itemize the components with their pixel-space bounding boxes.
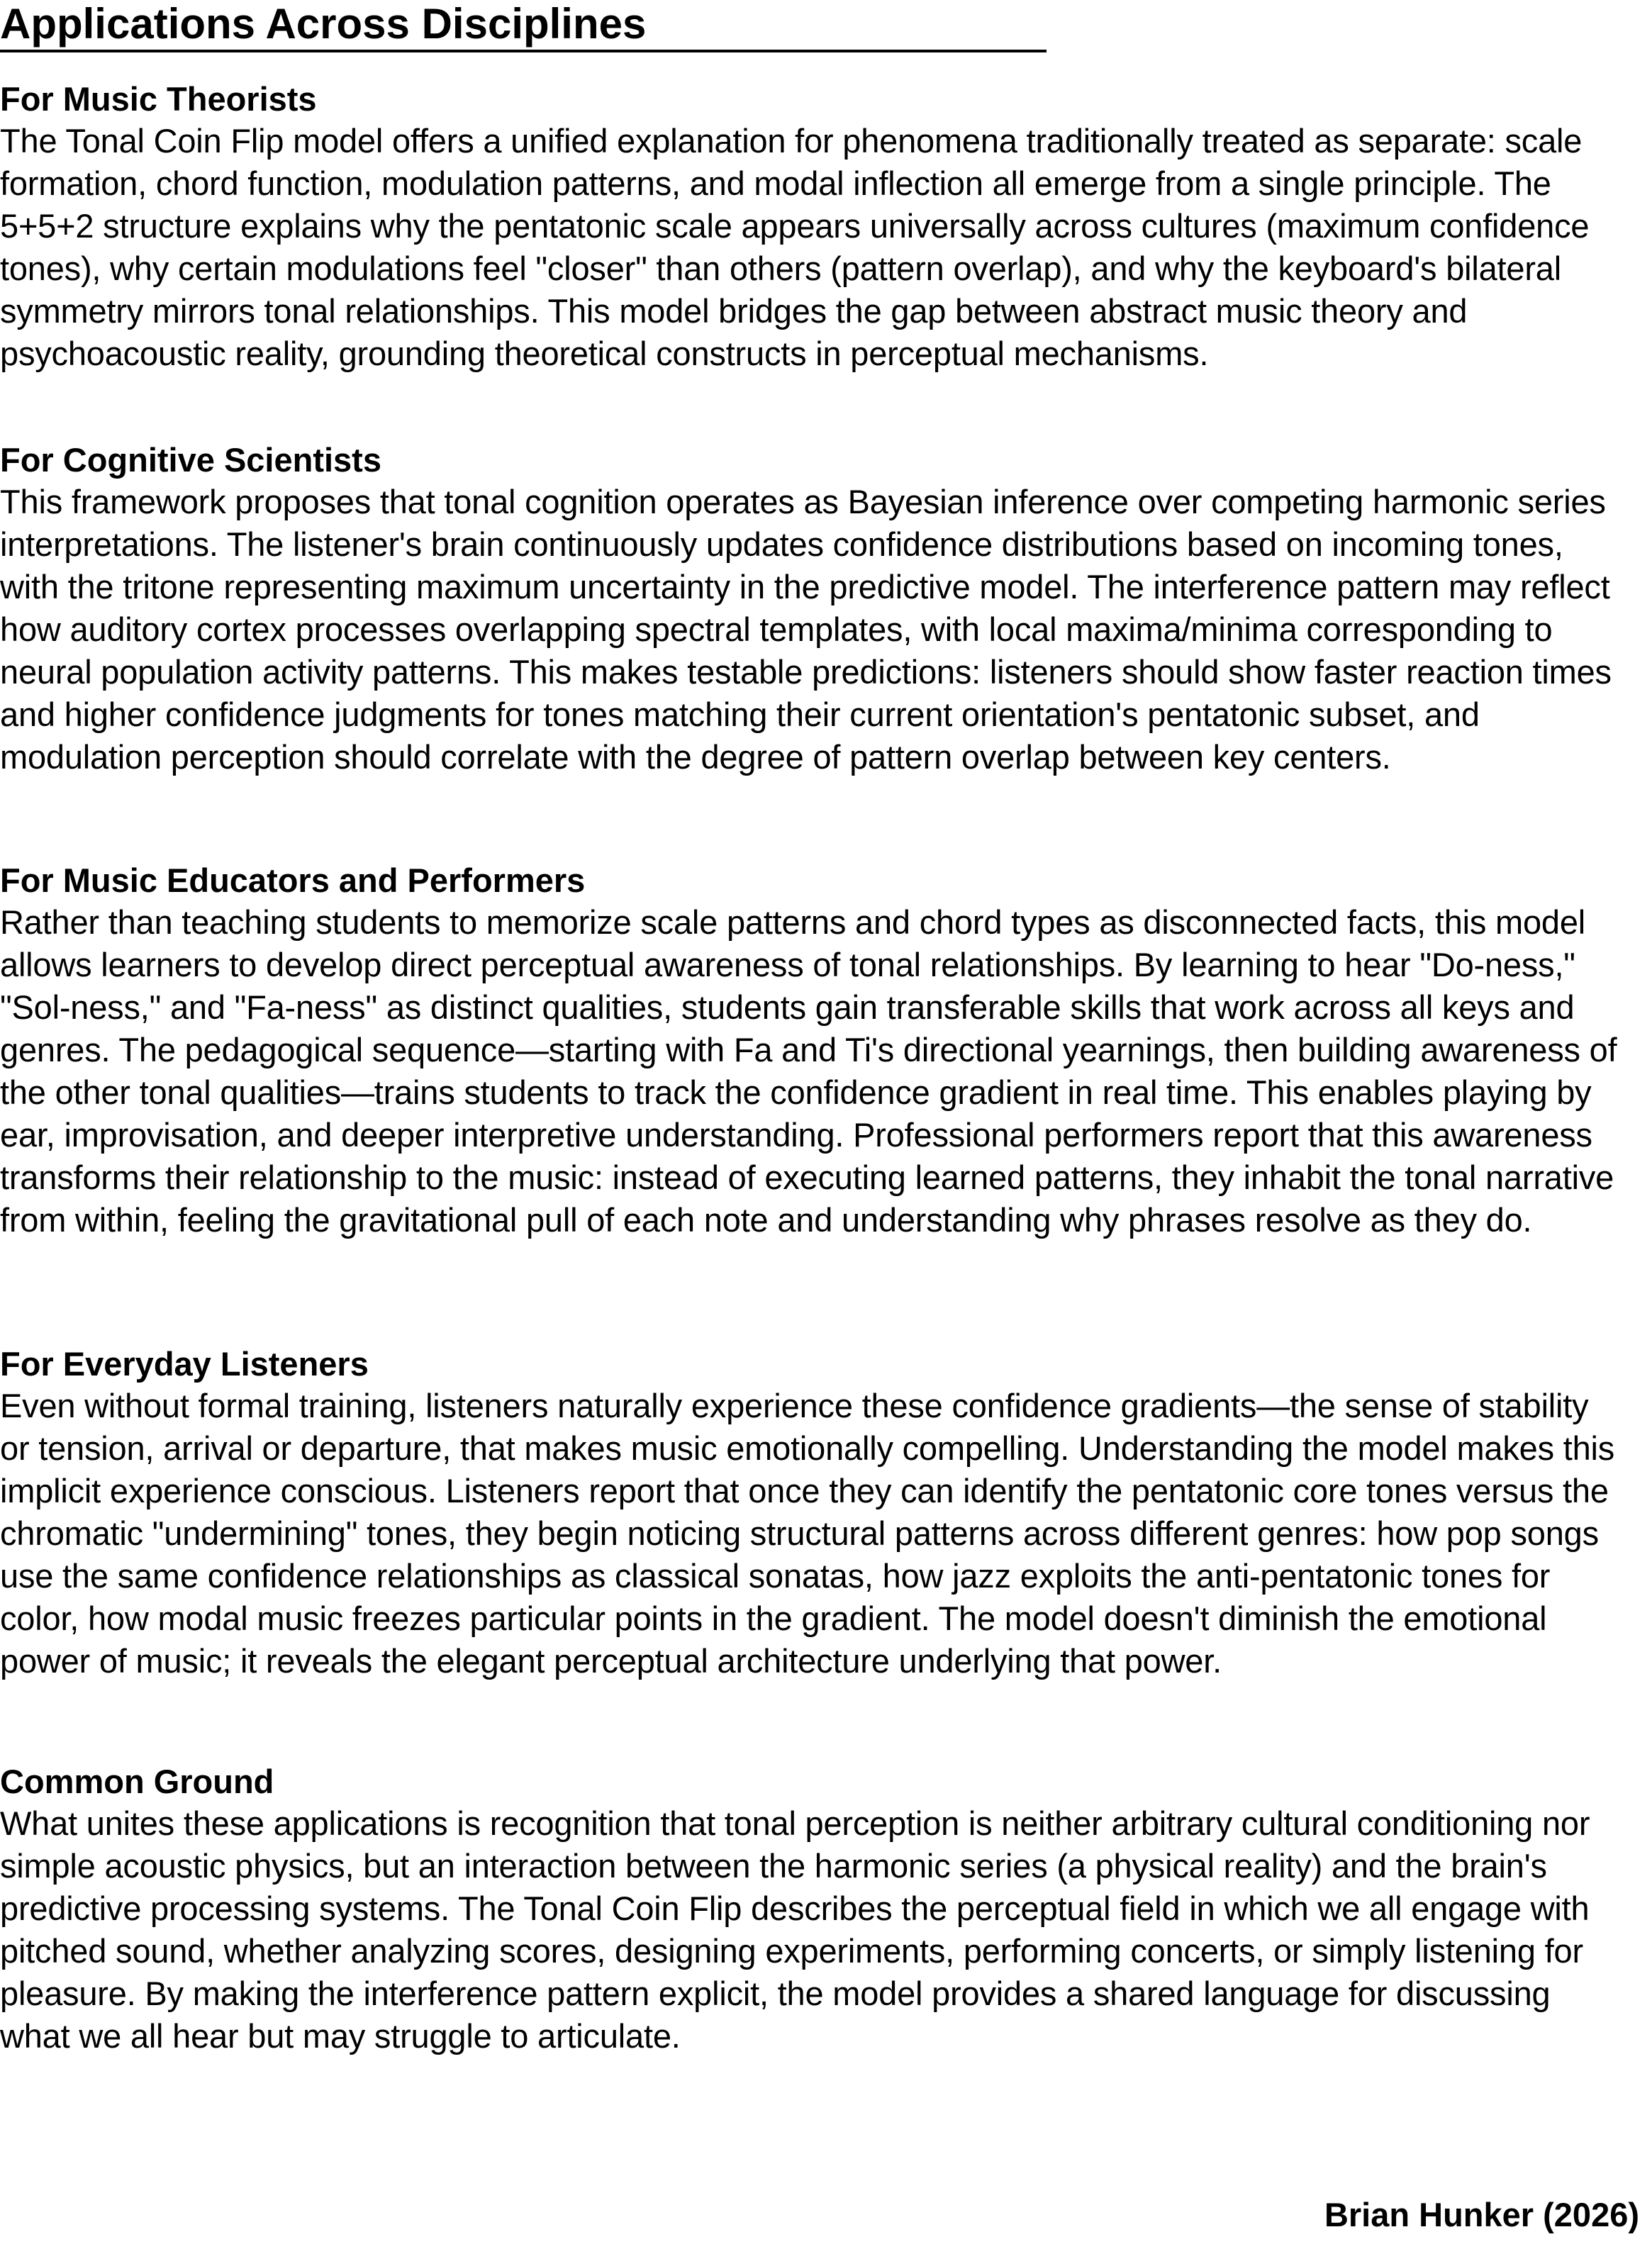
section-heading: Common Ground — [0, 1763, 274, 1800]
section-everyday-listeners — [0, 1344, 1624, 1682]
section-body: Rather than teaching students to memorize scale patterns and chord types as disconnected facts, this model allows learners to develop direct perceptual awareness of tonal relationships. By learning to hear "Do-ness," "Sol-ness," and "Fa-ness" as distinct qualities, students gain transferable skills that work across all keys and genres. The pedagogical sequence—starting with Fa and Ti's directional yearnings, then building awareness of the other tonal qualities—trains students to track the confidence gradient in real time. This enables playing by ear, improvisation, and deeper interpretive understanding. Professional performers report that this awareness transforms their relationship to the music: instead of executing learned patterns, they inhabit the tonal narrative from within, feeling the gravitational pull of each note and understanding why phrases resolve as they do. — [0, 903, 1617, 1239]
author-credit: Brian Hunker (2026) — [1324, 2196, 1639, 2233]
section-cognitive-scientists — [0, 440, 1624, 778]
title-underline — [0, 50, 1047, 52]
section-heading: For Music Theorists — [0, 80, 317, 118]
section-music-theorists — [0, 79, 1624, 375]
section-body: Even without formal training, listeners naturally experience these confidence gradients—the sense of stability or tension, arrival or departure, that makes music emotionally compelling. Understanding the model makes this implicit experience conscious. Listeners report that once they can identify the pentatonic core tones versus the chromatic "undermining" tones, they begin noticing structural patterns across different genres: how pop songs use the same confidence relationships as classical sonatas, how jazz exploits the anti-pentatonic tones for color, how modal music freezes particular points in the gradient. The model doesn't diminish the emotional power of music; it reveals the elegant perceptual architecture underlying that power. — [0, 1387, 1615, 1680]
section-body: This framework proposes that tonal cognition operates as Bayesian inference over competing harmonic series interpretations. The listener's brain continuously updates confidence distributions based on incoming tones, with the tritone representing maximum uncertainty in the predictive model. The interference pattern may reflect how auditory cortex processes overlapping spectral templates, with local maxima/minima corresponding to neural population activity patterns. This makes testable predictions: listeners should show faster reaction times and higher confidence judgments for tones matching their current orientation's pentatonic subset, and modulation perception should correlate with the degree of pattern overlap between key centers. — [0, 483, 1612, 776]
section-body: The Tonal Coin Flip model offers a unified explanation for phenomena traditionally treated as separate: scale formation, chord function, modulation patterns, and modal inflection all emerge from a single principle. The 5+5+2 structure explains why the pentatonic scale appears universally across cultures (maximum confidence tones), why certain modulations feel "closer" than others (pattern overlap), and why the keyboard's bilateral symmetry mirrors tonal relationships. This model bridges the gap between abstract music theory and psychoacoustic reality, grounding theoretical constructs in perceptual mechanisms. — [0, 122, 1590, 372]
section-heading: For Music Educators and Performers — [0, 861, 586, 899]
section-common-ground — [0, 1761, 1624, 2058]
page-title: Applications Across Disciplines — [0, 0, 647, 48]
section-body: What unites these applications is recognition that tonal perception is neither arbitrary cultural conditioning nor simple acoustic physics, but an interaction between the harmonic series (a physical reality) and the brain's predictive processing systems. The Tonal Coin Flip describes the perceptual field in which we all engage with pitched sound, whether analyzing scores, designing experiments, performing concerts, or simply listening for pleasure. By making the interference pattern explicit, the model provides a shared language for discussing what we all hear but may struggle to articulate. — [0, 1804, 1590, 2055]
section-heading: For Cognitive Scientists — [0, 441, 381, 479]
section-heading: For Everyday Listeners — [0, 1345, 369, 1383]
section-music-educators — [0, 860, 1624, 1241]
